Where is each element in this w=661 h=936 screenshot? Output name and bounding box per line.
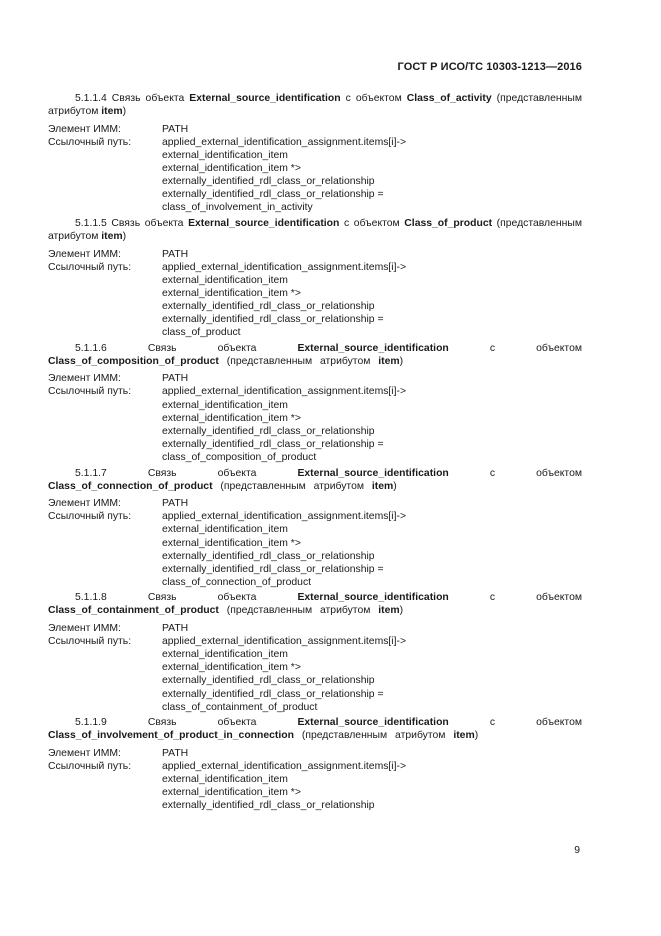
attribute-name: item <box>453 730 475 742</box>
path-line: external_identification_item *> <box>162 287 301 299</box>
path-line: externally_identified_rdl_class_or_relationship <box>162 176 375 188</box>
element-row <box>48 372 582 385</box>
reference-path-row <box>48 136 582 215</box>
attribute-name: item <box>378 605 400 617</box>
mapping-section-5-1-1-7 <box>48 467 582 589</box>
path-line: externally_identified_rdl_class_or_relationship <box>162 675 375 687</box>
reference-path-lines <box>162 385 582 464</box>
reference-path-lines <box>162 760 582 812</box>
reference-path-lines <box>162 510 582 589</box>
source-entity-name: External_source_identification <box>297 467 449 479</box>
path-line: external_identification_item <box>162 274 288 286</box>
path-line: external_identification_item *> <box>162 537 301 549</box>
path-line: external_identification_item <box>162 149 288 161</box>
section-number: 5.1.1.8 <box>75 592 107 604</box>
source-entity-name: External_source_identification <box>297 342 449 354</box>
section-heading: 5.1.1.7 Связь объекта External_source_identification с объектом Class_of_connection_of_product (представленным атрибутом item) <box>48 467 582 492</box>
path-line: applied_external_identification_assignment.items[i]-> <box>162 511 407 523</box>
element-value: PATH <box>162 373 189 385</box>
section-number: 5.1.1.4 <box>75 93 107 104</box>
target-entity-name: Class_of_involvement_of_product_in_connection <box>48 730 294 742</box>
element-value: PATH <box>162 248 189 260</box>
reference-path-label: Ссылочный путь: <box>48 761 132 772</box>
element-row <box>48 497 582 510</box>
path-line: applied_external_identification_assignment.items[i]-> <box>162 386 407 398</box>
section-number: 5.1.1.6 <box>75 342 107 354</box>
document-body <box>48 92 582 815</box>
path-line: external_identification_item *> <box>162 162 301 174</box>
element-row <box>48 622 582 635</box>
reference-path-label: Ссылочный путь: <box>48 636 132 648</box>
element-row <box>48 248 582 261</box>
reference-path-row <box>48 635 582 714</box>
attribute-name: item <box>378 355 400 367</box>
attribute-name: item <box>101 230 123 242</box>
path-line: externally_identified_rdl_class_or_relationship = <box>162 563 384 575</box>
target-entity-name: Class_of_product <box>404 217 493 229</box>
path-line: class_of_product <box>162 327 241 339</box>
reference-path-lines <box>162 635 582 714</box>
element-label: Элемент ИММ: <box>48 623 121 635</box>
path-line: externally_identified_rdl_class_or_relationship <box>162 425 375 437</box>
section-heading: 5.1.1.6 Связь объекта External_source_identification с объектом Class_of_composition_of_product (представленным атрибутом item) <box>48 342 582 367</box>
source-entity-name: External_source_identification <box>297 592 449 604</box>
reference-path-label: Ссылочный путь: <box>48 136 132 148</box>
path-line: class_of_involvement_in_activity <box>162 202 313 214</box>
target-entity-name: Class_of_composition_of_product <box>48 355 219 367</box>
source-entity-name: External_source_identification <box>297 717 449 729</box>
reference-path-label: Ссылочный путь: <box>48 511 132 523</box>
reference-path-row <box>48 760 582 812</box>
path-line: externally_identified_rdl_class_or_relationship = <box>162 688 384 700</box>
mapping-section-5-1-1-5 <box>48 217 582 339</box>
reference-path-row <box>48 261 582 340</box>
mapping-section-5-1-1-4 <box>48 92 582 214</box>
element-value: PATH <box>162 623 189 635</box>
target-entity-name: Class_of_connection_of_product <box>48 480 213 492</box>
path-line: applied_external_identification_assignment.items[i]-> <box>162 761 407 772</box>
element-label: Элемент ИММ: <box>48 498 121 510</box>
reference-path-label: Ссылочный путь: <box>48 386 132 398</box>
attribute-name: item <box>101 106 123 118</box>
path-line: applied_external_identification_assignment.items[i]-> <box>162 261 407 273</box>
page-number: 9 <box>574 845 580 856</box>
element-label: Элемент ИММ: <box>48 747 121 759</box>
element-value: PATH <box>162 498 189 510</box>
path-line: externally_identified_rdl_class_or_relationship <box>162 300 375 312</box>
section-number: 5.1.1.9 <box>75 717 107 729</box>
path-line: external_identification_item <box>162 524 288 536</box>
element-value: PATH <box>162 747 189 759</box>
target-entity-name: Class_of_activity <box>406 93 492 104</box>
section-heading: 5.1.1.5 Связь объекта External_source_identification с объектом Class_of_product (представленным атрибутом item) <box>48 217 582 242</box>
element-label: Элемент ИММ: <box>48 123 121 135</box>
path-line: external_identification_item *> <box>162 787 301 799</box>
path-line: external_identification_item <box>162 649 288 661</box>
reference-path-label: Ссылочный путь: <box>48 261 132 273</box>
element-value: PATH <box>162 123 189 135</box>
path-line: externally_identified_rdl_class_or_relationship <box>162 800 375 812</box>
path-line: externally_identified_rdl_class_or_relationship = <box>162 314 384 325</box>
path-line: class_of_composition_of_product <box>162 451 317 463</box>
element-row <box>48 747 582 760</box>
target-entity-name: Class_of_containment_of_product <box>48 605 219 617</box>
path-line: external_identification_item *> <box>162 662 301 674</box>
element-label: Элемент ИММ: <box>48 248 121 260</box>
path-line: external_identification_item <box>162 399 288 411</box>
path-line: externally_identified_rdl_class_or_relationship = <box>162 438 384 450</box>
element-label: Элемент ИММ: <box>48 373 121 385</box>
document-header: ГОСТ Р ИСО/ТС 10303-1213—2016 <box>397 61 582 73</box>
path-line: class_of_connection_of_product <box>162 576 312 588</box>
reference-path-row <box>48 510 582 589</box>
element-row <box>48 123 582 136</box>
mapping-section-5-1-1-8 <box>48 591 582 713</box>
source-entity-name: External_source_identification <box>189 93 341 104</box>
path-line: class_of_containment_of_product <box>162 701 318 713</box>
path-line: external_identification_item <box>162 774 288 786</box>
source-entity-name: External_source_identification <box>188 217 340 229</box>
path-line: applied_external_identification_assignment.items[i]-> <box>162 136 407 148</box>
attribute-name: item <box>371 480 394 492</box>
section-heading: 5.1.1.4 Связь объекта External_source_identification с объектом Class_of_activity (представленным атрибутом item) <box>48 93 582 118</box>
section-heading: 5.1.1.9 Связь объекта External_source_identification с объектом Class_of_involvement_of_product_in_connection (представленным атрибутом item) <box>48 717 582 742</box>
path-line: external_identification_item *> <box>162 412 301 424</box>
section-heading: 5.1.1.8 Связь объекта External_source_identification с объектом Class_of_containment_of_product (представленным атрибутом item) <box>48 592 582 617</box>
reference-path-row <box>48 385 582 464</box>
mapping-section-5-1-1-9 <box>48 716 582 812</box>
section-number: 5.1.1.7 <box>75 467 107 479</box>
section-number: 5.1.1.5 <box>75 217 107 229</box>
path-line: applied_external_identification_assignment.items[i]-> <box>162 636 407 648</box>
reference-path-lines <box>162 136 582 215</box>
path-line: externally_identified_rdl_class_or_relationship = <box>162 189 384 201</box>
mapping-section-5-1-1-6 <box>48 342 582 464</box>
reference-path-lines <box>162 261 582 340</box>
path-line: externally_identified_rdl_class_or_relationship <box>162 550 375 562</box>
